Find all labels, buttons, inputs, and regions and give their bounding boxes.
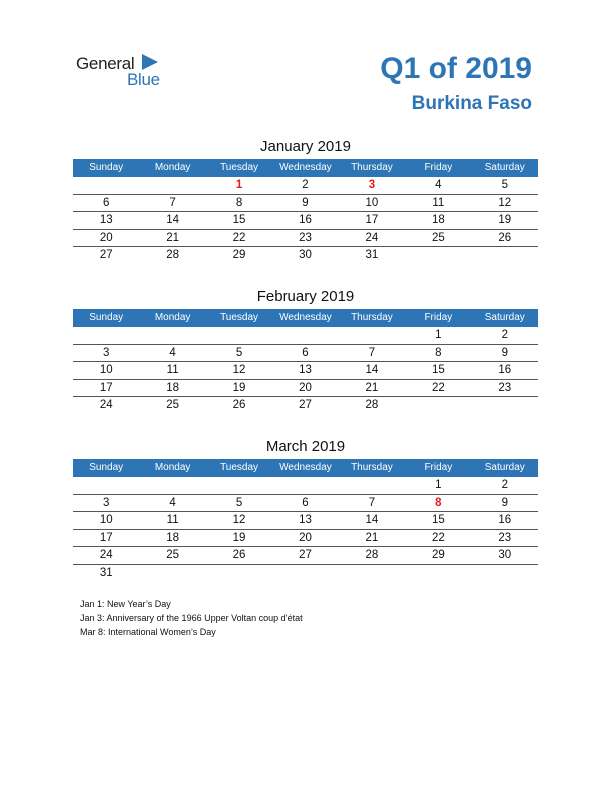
page-subtitle: Burkina Faso <box>411 93 532 114</box>
day-cell: 31 <box>365 249 379 261</box>
weekday-label: Monday <box>154 462 191 473</box>
day-cell: 4 <box>169 346 176 359</box>
weekday-label: Sunday <box>89 312 124 323</box>
day-cell: 2 <box>302 179 309 191</box>
day-cell: 21 <box>166 231 180 244</box>
day-cell <box>139 177 205 194</box>
week-row <box>73 177 538 195</box>
day-cell: 29 <box>232 249 246 261</box>
day-cell: 2 <box>501 479 508 491</box>
holiday-note: Mar 8: International Women’s Day <box>80 627 216 637</box>
weekday-label: Saturday <box>484 162 525 173</box>
day-cell: 29 <box>431 549 445 561</box>
day-cell: 19 <box>232 381 246 394</box>
day-cell: 5 <box>235 346 243 359</box>
day-cell: 9 <box>501 496 508 509</box>
day-cell: 19 <box>498 214 512 226</box>
logo-text-blue: Blue <box>127 70 160 89</box>
day-cell: 5 <box>235 496 243 509</box>
day-cell: 1 <box>435 329 442 341</box>
day-cell: 12 <box>498 196 512 209</box>
weekday-label: Thursday <box>351 162 393 173</box>
day-cell: 24 <box>365 231 379 244</box>
week-row <box>73 512 538 530</box>
day-cell: 28 <box>365 549 379 561</box>
page-title: Q1 of 2019 <box>380 52 532 85</box>
day-cell: 4 <box>435 179 442 191</box>
month-title: January 2019 <box>260 138 351 155</box>
day-cell: 24 <box>99 399 113 411</box>
day-cell: 26 <box>498 231 512 244</box>
day-cell: 25 <box>166 399 180 411</box>
weekday-label: Monday <box>154 162 191 173</box>
day-cell: 6 <box>302 496 309 509</box>
week-row <box>73 195 538 213</box>
week-row <box>73 345 538 363</box>
day-cell: 27 <box>299 399 312 411</box>
day-cell: 11 <box>166 364 179 376</box>
day-cell: 30 <box>299 249 312 261</box>
day-cell: 7 <box>368 346 376 359</box>
day-cell <box>405 247 471 265</box>
day-cell: 22 <box>232 231 246 244</box>
day-cell: 28 <box>365 399 379 411</box>
day-cell: 12 <box>232 364 246 376</box>
day-cell: 30 <box>498 549 512 561</box>
day-cell: 15 <box>232 214 246 226</box>
day-cell: 7 <box>368 496 376 509</box>
day-cell: 10 <box>365 196 379 209</box>
day-cell: 11 <box>432 196 445 209</box>
day-cell: 21 <box>365 531 379 544</box>
day-cell: 3 <box>368 179 376 191</box>
day-cell: 4 <box>169 496 176 509</box>
day-cell <box>339 477 405 494</box>
day-cell: 24 <box>99 549 113 561</box>
week-row <box>73 547 538 565</box>
day-cell: 23 <box>498 381 512 394</box>
day-cell: 14 <box>365 364 379 376</box>
weekday-label: Thursday <box>351 462 393 473</box>
day-cell: 27 <box>299 549 312 561</box>
weekday-label: Thursday <box>351 312 393 323</box>
day-cell: 18 <box>431 214 445 226</box>
weekday-header <box>73 159 538 177</box>
day-cell <box>272 477 338 494</box>
week-row <box>73 230 538 248</box>
weekday-label: Tuesday <box>220 462 259 473</box>
logo-text-general: General <box>76 54 135 73</box>
day-cell: 22 <box>431 531 445 544</box>
day-cell: 25 <box>166 549 180 561</box>
day-cell <box>472 397 538 415</box>
day-cell <box>339 565 405 583</box>
generalblue-logo <box>76 52 186 92</box>
day-cell <box>73 327 139 344</box>
day-cell: 20 <box>299 531 312 544</box>
day-cell: 20 <box>299 381 312 394</box>
weekday-label: Wednesday <box>279 312 332 323</box>
day-cell: 3 <box>103 496 110 509</box>
day-cell: 5 <box>501 179 508 191</box>
weekday-label: Saturday <box>484 312 525 323</box>
week-row <box>73 495 538 513</box>
day-cell: 26 <box>232 549 246 561</box>
day-cell: 11 <box>166 514 179 526</box>
day-cell: 17 <box>365 214 379 226</box>
day-cell: 8 <box>435 496 442 509</box>
day-cell: 23 <box>299 231 312 244</box>
day-cell: 2 <box>501 329 508 341</box>
day-cell <box>206 565 272 583</box>
day-cell: 23 <box>498 531 512 544</box>
day-cell <box>139 565 205 583</box>
day-cell: 15 <box>431 364 445 376</box>
week-row <box>73 530 538 548</box>
weekday-label: Saturday <box>484 462 525 473</box>
day-cell <box>73 477 139 494</box>
day-cell <box>206 327 272 344</box>
weekday-label: Wednesday <box>279 462 332 473</box>
flag-icon <box>138 52 162 72</box>
week-row <box>73 477 538 495</box>
day-cell <box>272 565 338 583</box>
day-cell: 13 <box>299 364 312 376</box>
day-cell: 28 <box>166 249 180 261</box>
month-title: March 2019 <box>265 438 346 455</box>
day-cell: 6 <box>103 196 110 209</box>
day-cell: 31 <box>99 566 113 579</box>
week-row <box>73 380 538 398</box>
holiday-notes <box>80 597 303 639</box>
day-cell <box>206 477 272 494</box>
day-cell: 15 <box>431 514 445 526</box>
holiday-note: Jan 3: Anniversary of the 1966 Upper Voltan coup d’état <box>80 613 303 623</box>
week-row <box>73 247 538 265</box>
weekday-label: Sunday <box>89 162 124 173</box>
week-row <box>73 212 538 230</box>
day-cell <box>472 247 538 265</box>
day-cell <box>339 327 405 344</box>
day-cell: 13 <box>299 514 312 526</box>
day-cell: 14 <box>365 514 379 526</box>
day-cell <box>405 397 471 415</box>
day-cell: 8 <box>235 196 243 209</box>
weekday-label: Sunday <box>89 462 124 473</box>
day-cell: 18 <box>166 531 180 544</box>
month-title: February 2019 <box>256 288 355 305</box>
day-cell: 14 <box>166 214 180 226</box>
week-row <box>73 327 538 345</box>
holiday-note: Jan 1: New Year’s Day <box>80 599 171 609</box>
weekday-label: Wednesday <box>279 162 332 173</box>
day-cell <box>139 327 205 344</box>
day-cell: 26 <box>232 399 246 411</box>
day-cell: 17 <box>99 381 113 394</box>
weekday-header <box>73 309 538 327</box>
weekday-label: Tuesday <box>220 312 259 323</box>
week-row <box>73 565 538 583</box>
month-block <box>73 437 538 582</box>
day-cell: 8 <box>435 346 442 359</box>
day-cell: 16 <box>299 214 312 226</box>
day-cell: 10 <box>99 514 113 526</box>
week-row <box>73 397 538 415</box>
day-cell: 13 <box>99 214 113 226</box>
day-cell <box>405 565 471 583</box>
day-cell: 7 <box>169 196 176 209</box>
day-cell: 1 <box>435 479 442 491</box>
day-cell <box>472 565 538 583</box>
day-cell: 20 <box>99 231 113 244</box>
month-block <box>73 287 538 415</box>
day-cell: 16 <box>498 514 512 526</box>
weekday-header <box>73 459 538 477</box>
day-cell <box>272 327 338 344</box>
day-cell <box>139 477 205 494</box>
day-cell: 16 <box>498 364 512 376</box>
weekday-label: Friday <box>424 312 453 323</box>
day-cell: 25 <box>431 231 445 244</box>
day-cell: 22 <box>431 381 445 394</box>
day-cell: 9 <box>501 346 508 359</box>
day-cell: 10 <box>99 364 113 376</box>
day-cell: 19 <box>232 531 246 544</box>
weekday-label: Monday <box>154 312 191 323</box>
day-cell: 27 <box>99 249 113 261</box>
weekday-label: Friday <box>424 462 453 473</box>
day-cell: 3 <box>103 346 110 359</box>
weekday-label: Friday <box>424 162 453 173</box>
day-cell <box>73 177 139 194</box>
day-cell: 12 <box>232 514 246 526</box>
week-row <box>73 362 538 380</box>
weekday-label: Tuesday <box>220 162 259 173</box>
day-cell: 1 <box>235 179 243 191</box>
day-cell: 17 <box>99 531 113 544</box>
day-cell: 9 <box>302 196 309 209</box>
day-cell: 21 <box>365 381 379 394</box>
day-cell: 6 <box>302 346 309 359</box>
month-block <box>73 137 538 265</box>
day-cell: 18 <box>166 381 180 394</box>
